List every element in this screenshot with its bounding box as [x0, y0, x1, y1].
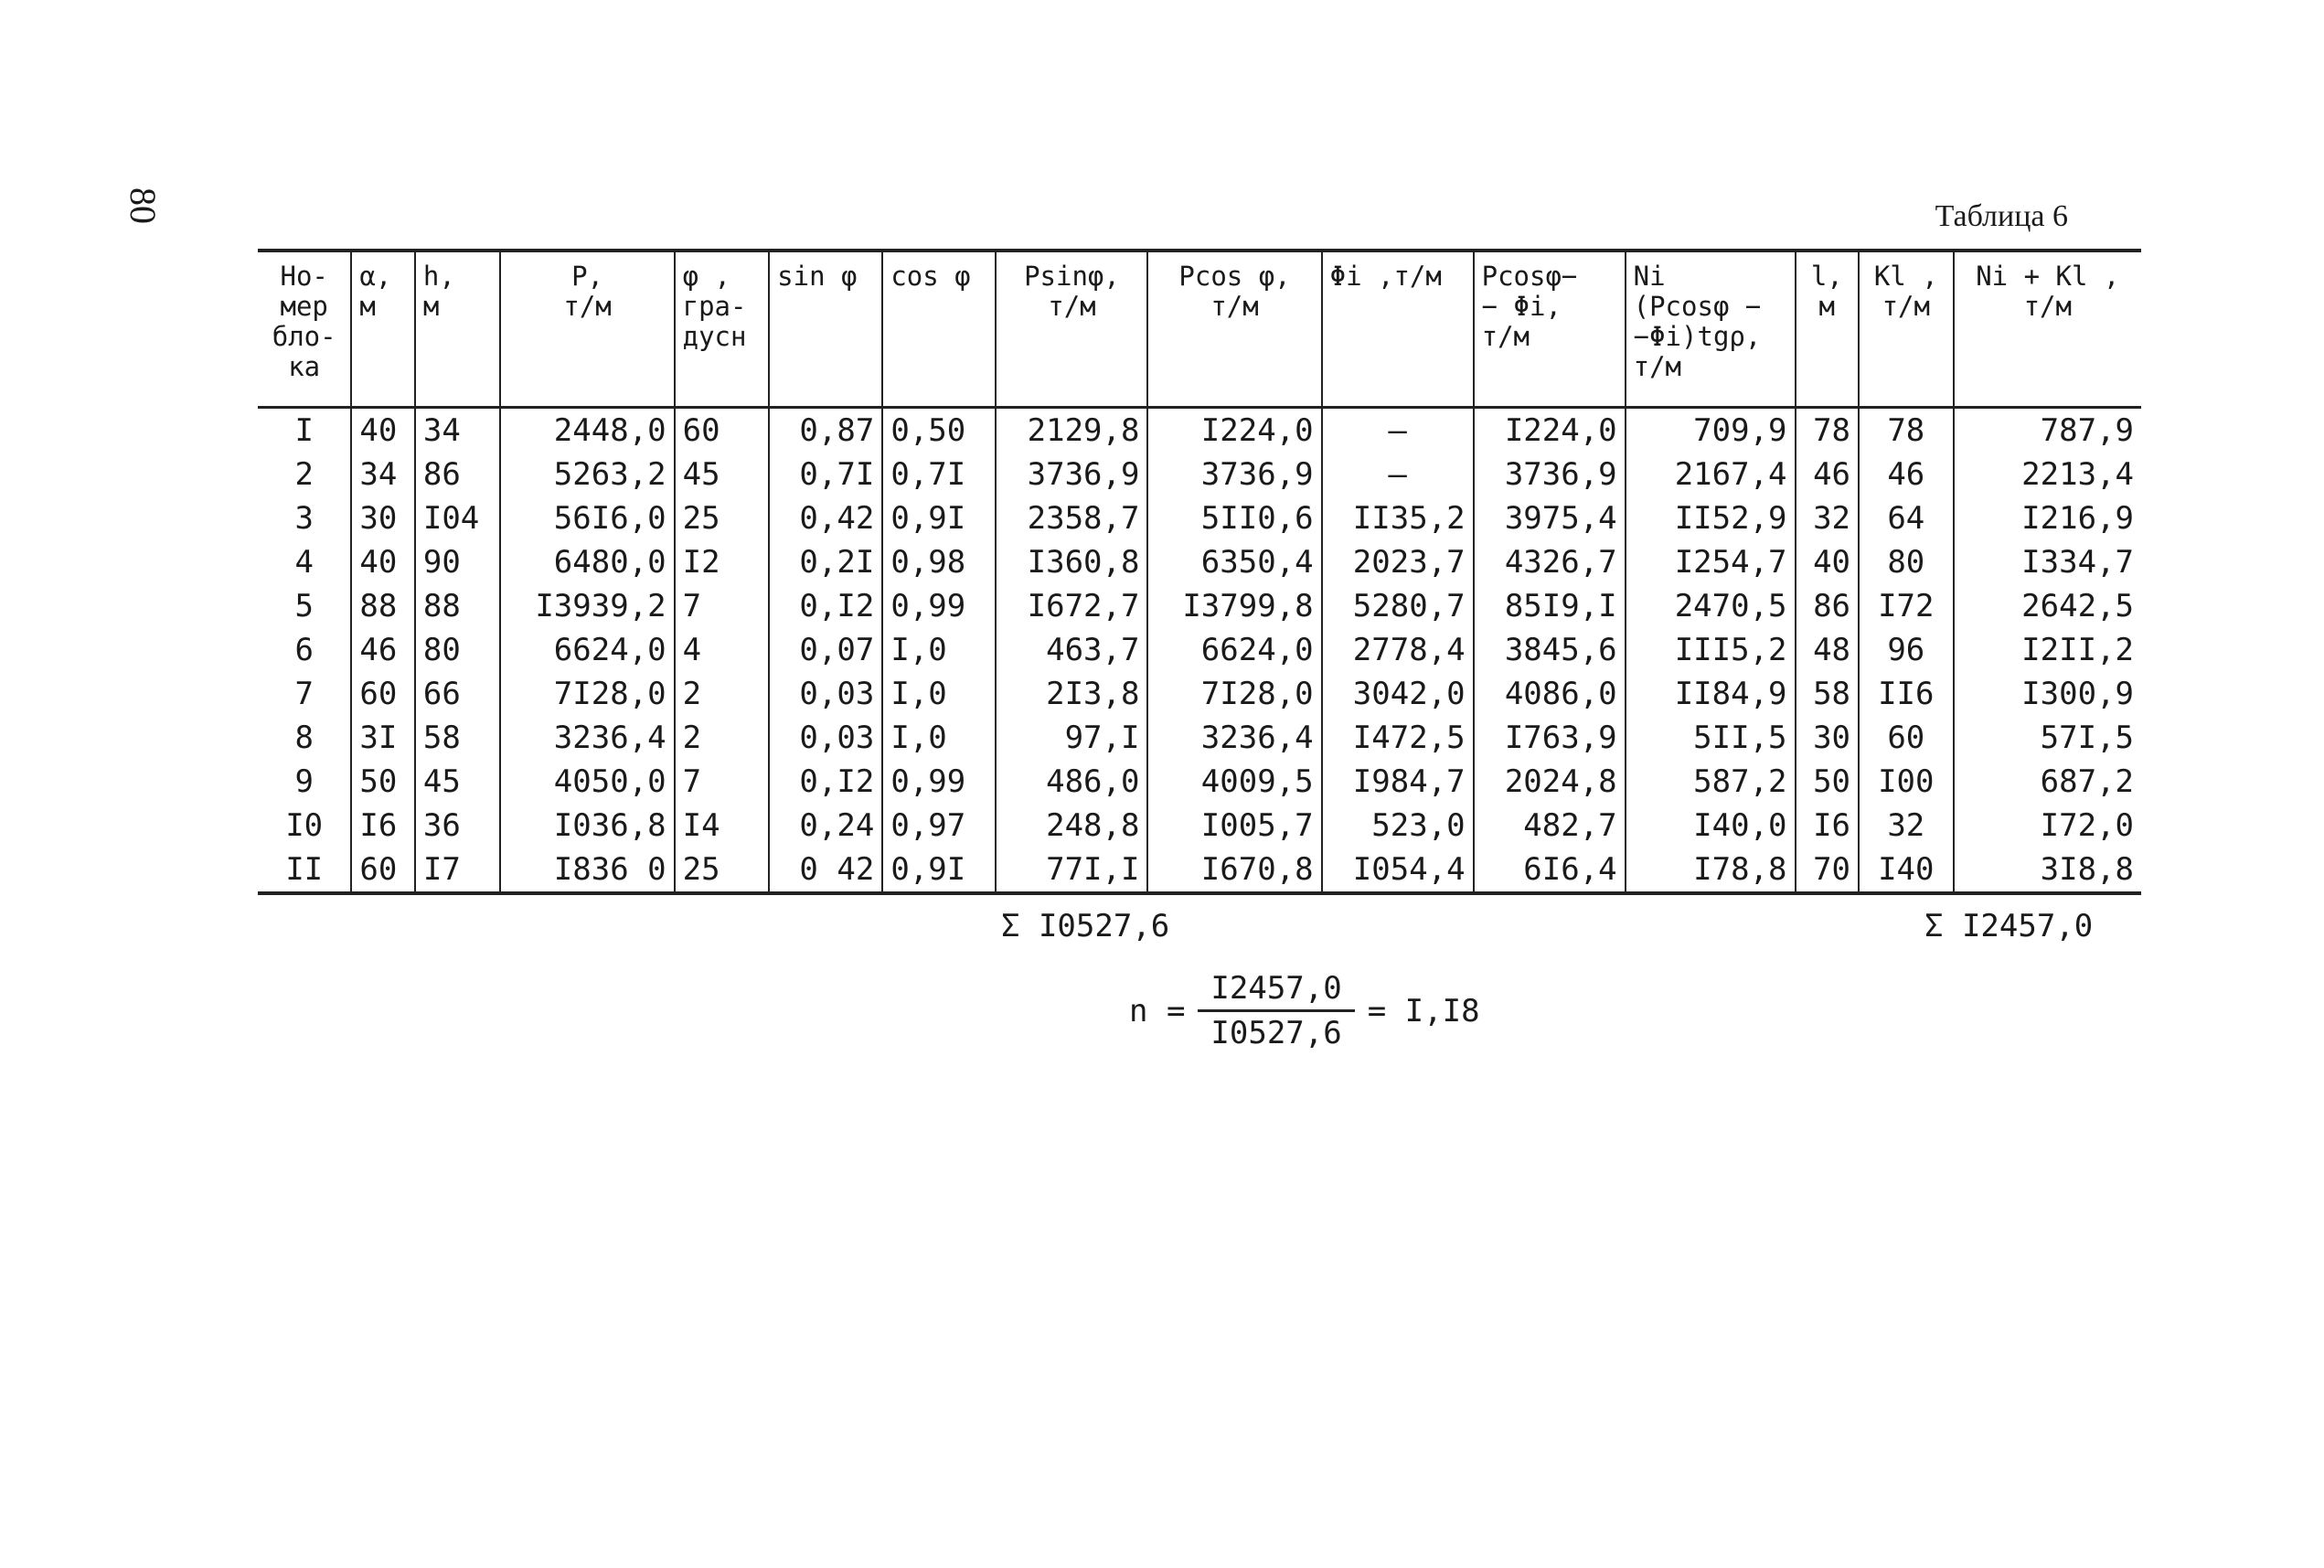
cell-n-plus-kl: 787,9 [1954, 408, 2141, 453]
cell-block-number: 7 [258, 672, 351, 716]
cell-p: 5263,2 [500, 453, 674, 496]
cell-a: 34 [351, 453, 414, 496]
column-header-phi-i: Φi ,т/м [1322, 251, 1474, 408]
cell-p: 6624,0 [500, 628, 674, 672]
cell-phi-i: I984,7 [1322, 760, 1474, 804]
cell-p: 6480,0 [500, 540, 674, 584]
table-row [258, 760, 2141, 804]
cell-block-number: 6 [258, 628, 351, 672]
cell-n-i: 587,2 [1626, 760, 1796, 804]
cell-cos-phi: 0,99 [882, 584, 996, 628]
cell-sin-phi: 0,03 [769, 672, 882, 716]
cell-phi: I4 [675, 804, 770, 848]
cell-n-i: II52,9 [1626, 496, 1796, 540]
column-header-k-l: Kl , т/м [1859, 251, 1954, 408]
cell-p-cos-minus-phi: 6I6,4 [1474, 848, 1626, 893]
cell-n-i: I40,0 [1626, 804, 1796, 848]
cell-p-sin-phi: 248,8 [996, 804, 1147, 848]
table-row [258, 848, 2141, 893]
sum-total-value: Σ I2457,0 [1924, 908, 2094, 944]
cell-l: 58 [1796, 672, 1859, 716]
column-header-cos-phi: cos φ [882, 251, 996, 408]
cell-h: 34 [415, 408, 501, 453]
cell-n-plus-kl: 687,2 [1954, 760, 2141, 804]
cell-k-l: 64 [1859, 496, 1954, 540]
cell-sin-phi: 0,7I [769, 453, 882, 496]
cell-sin-phi: 0,24 [769, 804, 882, 848]
cell-p-cos-phi: 3236,4 [1147, 716, 1321, 760]
cell-p: 4050,0 [500, 760, 674, 804]
table-row [258, 453, 2141, 496]
cell-cos-phi: 0,9I [882, 848, 996, 893]
cell-p-cos-phi: 7I28,0 [1147, 672, 1321, 716]
cell-a: 40 [351, 540, 414, 584]
cell-cos-phi: 0,9I [882, 496, 996, 540]
cell-block-number: I [258, 408, 351, 453]
cell-n-plus-kl: I72,0 [1954, 804, 2141, 848]
cell-cos-phi: I,0 [882, 628, 996, 672]
cell-a: 88 [351, 584, 414, 628]
table-row [258, 716, 2141, 760]
table-row [258, 540, 2141, 584]
sum-psin-value: Σ I0527,6 [1001, 908, 1170, 944]
cell-p-cos-phi: I005,7 [1147, 804, 1321, 848]
cell-sin-phi: 0,I2 [769, 760, 882, 804]
cell-p-cos-minus-phi: I224,0 [1474, 408, 1626, 453]
cell-p-sin-phi: 486,0 [996, 760, 1147, 804]
cell-p: I036,8 [500, 804, 674, 848]
cell-k-l: 46 [1859, 453, 1954, 496]
cell-sin-phi: 0,2I [769, 540, 882, 584]
cell-p-sin-phi: 2129,8 [996, 408, 1147, 453]
data-table [258, 249, 2141, 895]
cell-phi: 25 [675, 848, 770, 893]
cell-p-cos-minus-phi: 4326,7 [1474, 540, 1626, 584]
cell-phi-i: 2778,4 [1322, 628, 1474, 672]
cell-p-cos-phi: 4009,5 [1147, 760, 1321, 804]
cell-sin-phi: 0,42 [769, 496, 882, 540]
cell-p-cos-phi: 5II0,6 [1147, 496, 1321, 540]
table-header [258, 251, 2141, 408]
cell-n-plus-kl: 2213,4 [1954, 453, 2141, 496]
cell-n-plus-kl: I300,9 [1954, 672, 2141, 716]
cell-l: I6 [1796, 804, 1859, 848]
column-header-a: α, м [351, 251, 414, 408]
cell-a: 50 [351, 760, 414, 804]
cell-l: 78 [1796, 408, 1859, 453]
cell-k-l: I40 [1859, 848, 1954, 893]
cell-sin-phi: 0,87 [769, 408, 882, 453]
cell-block-number: 3 [258, 496, 351, 540]
cell-phi: 2 [675, 716, 770, 760]
cell-k-l: II6 [1859, 672, 1954, 716]
cell-k-l: I72 [1859, 584, 1954, 628]
cell-p-sin-phi: I672,7 [996, 584, 1147, 628]
cell-block-number: II [258, 848, 351, 893]
table-row [258, 628, 2141, 672]
cell-p-cos-minus-phi: 3736,9 [1474, 453, 1626, 496]
cell-n-plus-kl: I2II,2 [1954, 628, 2141, 672]
cell-l: 32 [1796, 496, 1859, 540]
cell-n-i: 2167,4 [1626, 453, 1796, 496]
cell-k-l: I00 [1859, 760, 1954, 804]
cell-h: 90 [415, 540, 501, 584]
cell-phi: 60 [675, 408, 770, 453]
cell-sin-phi: 0 42 [769, 848, 882, 893]
cell-l: 70 [1796, 848, 1859, 893]
cell-k-l: 32 [1859, 804, 1954, 848]
table-row [258, 496, 2141, 540]
cell-p: 7I28,0 [500, 672, 674, 716]
cell-k-l: 60 [1859, 716, 1954, 760]
column-header-p-cos-minus-phi: Pcosφ− − Φi, т/м [1474, 251, 1626, 408]
cell-a: 40 [351, 408, 414, 453]
cell-p-cos-minus-phi: 482,7 [1474, 804, 1626, 848]
cell-n-i: 709,9 [1626, 408, 1796, 453]
cell-l: 48 [1796, 628, 1859, 672]
cell-phi: I2 [675, 540, 770, 584]
cell-a: I6 [351, 804, 414, 848]
cell-phi: 4 [675, 628, 770, 672]
cell-block-number: 9 [258, 760, 351, 804]
cell-n-i: 2470,5 [1626, 584, 1796, 628]
cell-block-number: I0 [258, 804, 351, 848]
cell-p-sin-phi: 3736,9 [996, 453, 1147, 496]
cell-h: 58 [415, 716, 501, 760]
cell-p-cos-minus-phi: 3845,6 [1474, 628, 1626, 672]
cell-a: 30 [351, 496, 414, 540]
formula-fraction [1198, 967, 1354, 1054]
cell-block-number: 4 [258, 540, 351, 584]
cell-n-plus-kl: I216,9 [1954, 496, 2141, 540]
cell-n-plus-kl: 2642,5 [1954, 584, 2141, 628]
cell-p: 2448,0 [500, 408, 674, 453]
cell-cos-phi: I,0 [882, 716, 996, 760]
cell-p-cos-phi: I224,0 [1147, 408, 1321, 453]
cell-p-sin-phi: 77I,I [996, 848, 1147, 893]
stability-formula [1129, 967, 1480, 1054]
cell-n-i: III5,2 [1626, 628, 1796, 672]
cell-l: 40 [1796, 540, 1859, 584]
cell-p-sin-phi: 2358,7 [996, 496, 1147, 540]
cell-a: 3I [351, 716, 414, 760]
cell-sin-phi: 0,07 [769, 628, 882, 672]
cell-p-cos-phi: 6624,0 [1147, 628, 1321, 672]
cell-h: I7 [415, 848, 501, 893]
cell-cos-phi: 0,50 [882, 408, 996, 453]
cell-p-cos-phi: 3736,9 [1147, 453, 1321, 496]
table-row [258, 408, 2141, 453]
cell-phi: 7 [675, 584, 770, 628]
cell-l: 30 [1796, 716, 1859, 760]
column-header-p-sin-phi: Psinφ, т/м [996, 251, 1147, 408]
cell-phi-i: II35,2 [1322, 496, 1474, 540]
cell-cos-phi: I,0 [882, 672, 996, 716]
cell-l: 46 [1796, 453, 1859, 496]
formula-lhs: n = [1129, 992, 1186, 1029]
cell-phi-i: 3042,0 [1322, 672, 1474, 716]
table-row [258, 584, 2141, 628]
column-header-block-number: Но- мер бло- ка [258, 251, 351, 408]
cell-phi: 45 [675, 453, 770, 496]
cell-sin-phi: 0,I2 [769, 584, 882, 628]
cell-k-l: 80 [1859, 540, 1954, 584]
cell-n-i: II84,9 [1626, 672, 1796, 716]
cell-n-plus-kl: 3I8,8 [1954, 848, 2141, 893]
cell-cos-phi: 0,99 [882, 760, 996, 804]
cell-phi-i: – [1322, 453, 1474, 496]
cell-k-l: 78 [1859, 408, 1954, 453]
cell-n-i: I254,7 [1626, 540, 1796, 584]
cell-phi-i: – [1322, 408, 1474, 453]
cell-l: 86 [1796, 584, 1859, 628]
cell-cos-phi: 0,7I [882, 453, 996, 496]
column-header-n-plus-kl: Ni + Kl , т/м [1954, 251, 2141, 408]
column-header-sin-phi: sin φ [769, 251, 882, 408]
cell-block-number: 2 [258, 453, 351, 496]
cell-phi-i: I472,5 [1322, 716, 1474, 760]
cell-cos-phi: 0,98 [882, 540, 996, 584]
cell-p: I836 0 [500, 848, 674, 893]
formula-rhs: = I,I8 [1367, 992, 1480, 1029]
cell-p-cos-minus-phi: 3975,4 [1474, 496, 1626, 540]
cell-p-cos-phi: I670,8 [1147, 848, 1321, 893]
cell-phi: 2 [675, 672, 770, 716]
cell-cos-phi: 0,97 [882, 804, 996, 848]
cell-p: 56I6,0 [500, 496, 674, 540]
cell-n-plus-kl: 57I,5 [1954, 716, 2141, 760]
cell-p-cos-minus-phi: 85I9,I [1474, 584, 1626, 628]
header-row [258, 251, 2141, 408]
cell-p-cos-phi: 6350,4 [1147, 540, 1321, 584]
cell-p-cos-phi: I3799,8 [1147, 584, 1321, 628]
cell-a: 46 [351, 628, 414, 672]
cell-phi-i: 2023,7 [1322, 540, 1474, 584]
column-header-phi: φ , гра- дусн [675, 251, 770, 408]
cell-p: 3236,4 [500, 716, 674, 760]
cell-h: 88 [415, 584, 501, 628]
cell-phi-i: 5280,7 [1322, 584, 1474, 628]
table-row [258, 804, 2141, 848]
column-header-p-cos-phi: Pcos φ, т/м [1147, 251, 1321, 408]
cell-a: 60 [351, 672, 414, 716]
formula-numerator: I2457,0 [1198, 967, 1354, 1012]
formula-denominator: I0527,6 [1210, 1015, 1342, 1051]
table-row [258, 672, 2141, 716]
cell-phi: 25 [675, 496, 770, 540]
cell-p-sin-phi: 463,7 [996, 628, 1147, 672]
cell-k-l: 96 [1859, 628, 1954, 672]
cell-phi-i: 523,0 [1322, 804, 1474, 848]
table-body [258, 408, 2141, 894]
cell-p-cos-minus-phi: 2024,8 [1474, 760, 1626, 804]
cell-n-i: 5II,5 [1626, 716, 1796, 760]
column-header-h: h, м [415, 251, 501, 408]
cell-phi-i: I054,4 [1322, 848, 1474, 893]
cell-h: 80 [415, 628, 501, 672]
cell-p-sin-phi: I360,8 [996, 540, 1147, 584]
column-header-p: P, т/м [500, 251, 674, 408]
cell-h: 86 [415, 453, 501, 496]
cell-a: 60 [351, 848, 414, 893]
cell-p-cos-minus-phi: 4086,0 [1474, 672, 1626, 716]
column-header-n-i: Ni (Pcosφ − −Φi)tgρ, т/м [1626, 251, 1796, 408]
cell-h: 45 [415, 760, 501, 804]
column-header-l: l, м [1796, 251, 1859, 408]
page-number: 80 [123, 187, 164, 224]
cell-h: 36 [415, 804, 501, 848]
cell-p-sin-phi: 97,I [996, 716, 1147, 760]
cell-p-sin-phi: 2I3,8 [996, 672, 1147, 716]
cell-n-plus-kl: I334,7 [1954, 540, 2141, 584]
cell-l: 50 [1796, 760, 1859, 804]
cell-sin-phi: 0,03 [769, 716, 882, 760]
cell-p: I3939,2 [500, 584, 674, 628]
table-caption: Таблица 6 [1935, 199, 2068, 233]
cell-block-number: 8 [258, 716, 351, 760]
cell-h: 66 [415, 672, 501, 716]
cell-p-cos-minus-phi: I763,9 [1474, 716, 1626, 760]
cell-h: I04 [415, 496, 501, 540]
cell-block-number: 5 [258, 584, 351, 628]
cell-n-i: I78,8 [1626, 848, 1796, 893]
cell-phi: 7 [675, 760, 770, 804]
